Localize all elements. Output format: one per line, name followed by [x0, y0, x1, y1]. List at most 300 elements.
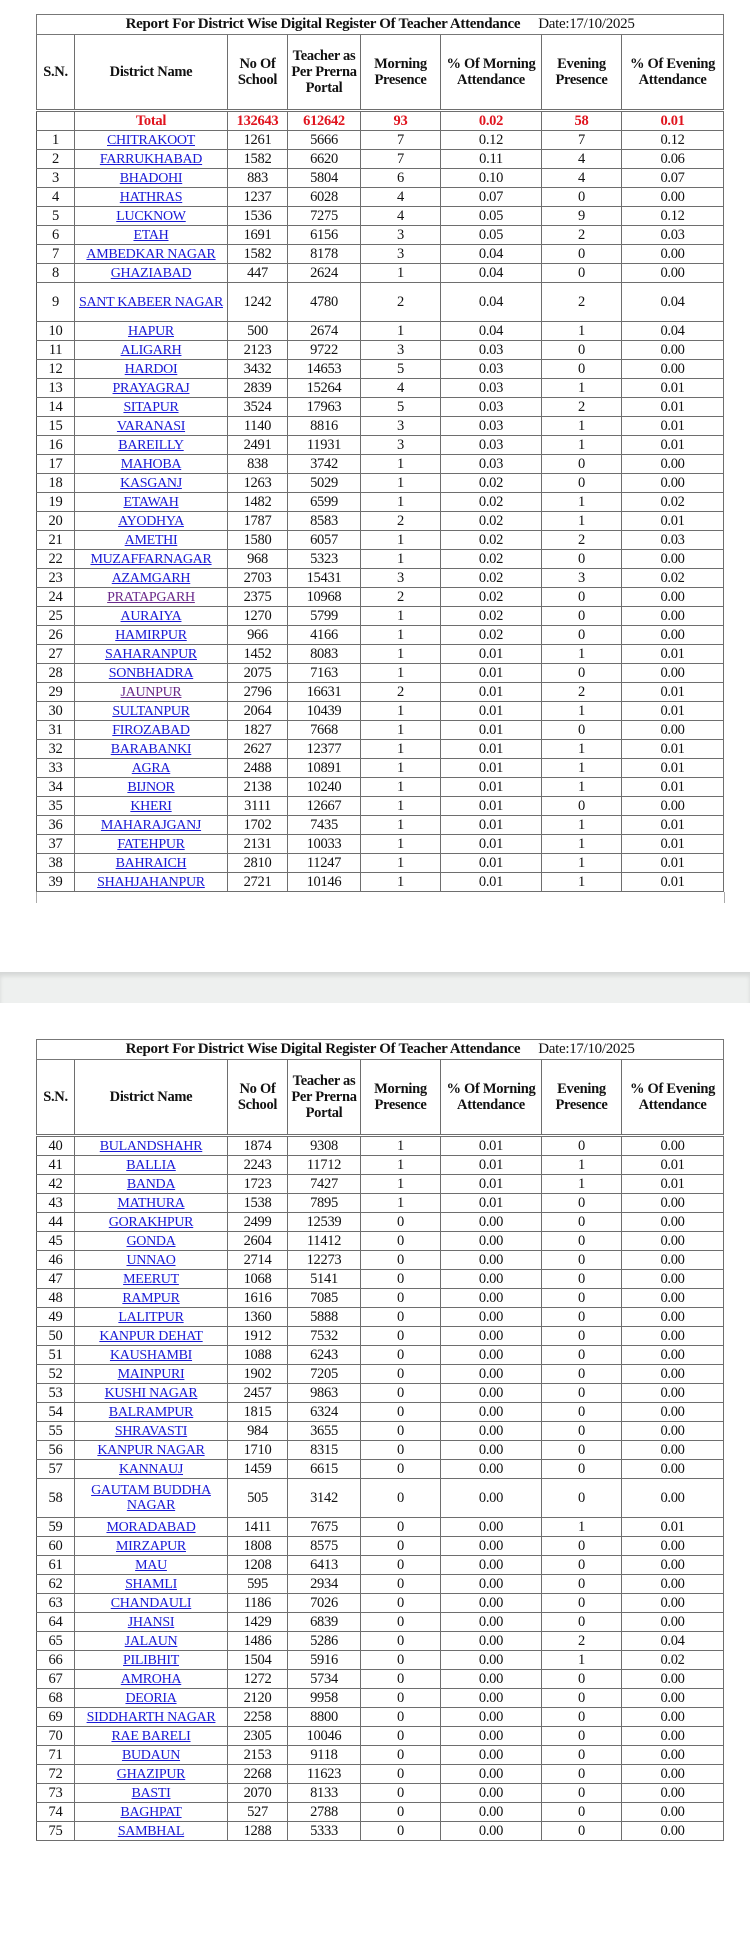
cell-morning: 1: [361, 835, 441, 854]
cell-sn: 28: [37, 664, 75, 683]
cell-evening-pct: 0.00: [622, 264, 724, 283]
cell-schools: 2153: [228, 1746, 288, 1765]
cell-teachers: 11247: [288, 854, 361, 873]
cell-morning-pct: 0.04: [441, 322, 542, 341]
cell-teachers: 10439: [288, 702, 361, 721]
cell-evening: 1: [542, 740, 622, 759]
table-tail: [36, 892, 725, 903]
cell-schools: 1808: [228, 1537, 288, 1556]
district-link[interactable]: BIJNOR: [127, 779, 175, 795]
district-link[interactable]: BULANDSHAHR: [99, 1138, 203, 1154]
cell-morning-pct: 0.00: [441, 1479, 542, 1518]
district-link[interactable]: GORAKHPUR: [108, 1214, 194, 1230]
district-link[interactable]: MORADABAD: [106, 1519, 196, 1535]
cell-sn: 53: [37, 1384, 75, 1403]
cell-evening-pct: 0.01: [622, 778, 724, 797]
district-link[interactable]: LALITPUR: [118, 1309, 184, 1325]
cell-district: [75, 797, 228, 816]
district-link[interactable]: VARANASI: [116, 418, 186, 434]
cell-morning-pct: 0.01: [441, 664, 542, 683]
cell-district: [75, 1403, 228, 1422]
cell-sn: 50: [37, 1327, 75, 1346]
cell-evening-pct: 0.00: [622, 1479, 724, 1518]
district-link[interactable]: AMROHA: [120, 1671, 182, 1687]
cell-schools: 527: [228, 1803, 288, 1822]
cell-evening: 0: [542, 1194, 622, 1213]
cell-sn: 66: [37, 1651, 75, 1670]
cell-morning: 0: [361, 1251, 441, 1270]
table-row: [37, 835, 724, 854]
col-header-evening: Evening Presence: [542, 1060, 622, 1136]
cell-teachers: 10033: [288, 835, 361, 854]
cell-schools: 1538: [228, 1194, 288, 1213]
district-link[interactable]: UNNAO: [126, 1252, 176, 1268]
cell-sn: 61: [37, 1556, 75, 1575]
district-link[interactable]: FATEHPUR: [117, 836, 185, 852]
district-link[interactable]: HARDOI: [124, 361, 178, 377]
district-link[interactable]: GHAZIABAD: [110, 265, 192, 281]
cell-district: [75, 1460, 228, 1479]
cell-district: [75, 854, 228, 873]
cell-morning: 0: [361, 1670, 441, 1689]
cell-morning-pct: 0.03: [441, 436, 542, 455]
district-link[interactable]: MAU: [135, 1557, 167, 1573]
cell-schools: 1272: [228, 1670, 288, 1689]
cell-morning: 3: [361, 436, 441, 455]
cell-district: [75, 759, 228, 778]
cell-morning: 4: [361, 188, 441, 207]
cell-evening: 0: [542, 1232, 622, 1251]
cell-teachers: 14653: [288, 360, 361, 379]
cell-morning: 0: [361, 1537, 441, 1556]
district-link[interactable]: SIDDHARTH NAGAR: [86, 1709, 216, 1725]
cell-schools: 1702: [228, 816, 288, 835]
cell-teachers: 15431: [288, 569, 361, 588]
cell-evening-pct: 0.01: [622, 835, 724, 854]
district-link[interactable]: KANPUR NAGAR: [97, 1442, 205, 1458]
cell-district: [75, 150, 228, 169]
cell-district: [75, 1708, 228, 1727]
cell-sn: 45: [37, 1232, 75, 1251]
cell-morning: 3: [361, 569, 441, 588]
cell-evening: 0: [542, 188, 622, 207]
cell-teachers: 7427: [288, 1175, 361, 1194]
cell-schools: 2305: [228, 1727, 288, 1746]
table-row: [37, 322, 724, 341]
table-row: [37, 1822, 724, 1841]
cell-district: [75, 1441, 228, 1460]
cell-morning: 1: [361, 1136, 441, 1156]
cell-evening: 0: [542, 455, 622, 474]
cell-sn: 40: [37, 1136, 75, 1156]
cell-district: [75, 569, 228, 588]
district-link[interactable]: MAHARAJGANJ: [100, 817, 202, 833]
cell-sn: 24: [37, 588, 75, 607]
cell-sn: 49: [37, 1308, 75, 1327]
cell-morning: 1: [361, 1175, 441, 1194]
cell-evening: 1: [542, 512, 622, 531]
table-row: [37, 1784, 724, 1803]
district-link[interactable]: KANNAUJ: [118, 1461, 183, 1477]
cell-schools: 595: [228, 1575, 288, 1594]
district-link[interactable]: KHERI: [130, 798, 172, 814]
cell-district: [75, 417, 228, 436]
district-link[interactable]: GONDA: [126, 1233, 176, 1249]
district-link[interactable]: HATHRAS: [119, 189, 183, 205]
cell-sn: 65: [37, 1632, 75, 1651]
district-link[interactable]: FIROZABAD: [112, 722, 190, 738]
district-link[interactable]: DEORIA: [125, 1690, 177, 1706]
cell-schools: 2138: [228, 778, 288, 797]
cell-evening: 0: [542, 1384, 622, 1403]
cell-evening: 1: [542, 816, 622, 835]
cell-schools: 2488: [228, 759, 288, 778]
district-link[interactable]: KUSHI NAGAR: [104, 1385, 198, 1401]
cell-evening: 1: [542, 645, 622, 664]
cell-evening: 0: [542, 626, 622, 645]
table-row: [37, 1613, 724, 1632]
cell-evening: 0: [542, 1270, 622, 1289]
table-row: [37, 1270, 724, 1289]
cell-morning: 0: [361, 1575, 441, 1594]
district-link[interactable]: BHADOHI: [119, 170, 183, 186]
district-link[interactable]: LUCKNOW: [116, 208, 186, 224]
cell-district: [75, 322, 228, 341]
district-link[interactable]: SHAHJAHANPUR: [97, 874, 205, 890]
district-link[interactable]: PILIBHIT: [123, 1652, 179, 1668]
table-row: [37, 683, 724, 702]
cell-evening: 0: [542, 1803, 622, 1822]
cell-morning-pct: 0.05: [441, 207, 542, 226]
cell-district: [75, 1632, 228, 1651]
cell-morning: 2: [361, 283, 441, 322]
cell-evening-pct: 0.00: [622, 550, 724, 569]
cell-teachers: 12273: [288, 1251, 361, 1270]
table-row: [37, 778, 724, 797]
cell-teachers: 9722: [288, 341, 361, 360]
cell-morning: 1: [361, 531, 441, 550]
cell-district: [75, 588, 228, 607]
district-link[interactable]: PRATAPGARH: [107, 589, 195, 605]
cell-evening-pct: 0.00: [622, 1708, 724, 1727]
cell-evening: 0: [542, 1251, 622, 1270]
cell-teachers: 9308: [288, 1136, 361, 1156]
district-link[interactable]: BANDA: [126, 1176, 176, 1192]
cell-evening: 0: [542, 1422, 622, 1441]
cell-sn: 38: [37, 854, 75, 873]
cell-sn: 51: [37, 1346, 75, 1365]
cell-evening: 0: [542, 1327, 622, 1346]
district-link[interactable]: RAMPUR: [122, 1290, 180, 1306]
cell-district: [75, 1270, 228, 1289]
table-row: [37, 1651, 724, 1670]
cell-teachers: 7205: [288, 1365, 361, 1384]
cell-district: [75, 531, 228, 550]
cell-sn: 10: [37, 322, 75, 341]
district-link[interactable]: MEERUT: [123, 1271, 179, 1287]
cell-evening: 0: [542, 664, 622, 683]
cell-evening: 0: [542, 1537, 622, 1556]
cell-morning-pct: 0.02: [441, 531, 542, 550]
district-link[interactable]: ETAWAH: [123, 494, 179, 510]
district-link[interactable]: JALAUN: [124, 1633, 178, 1649]
cell-evening-pct: 0.00: [622, 626, 724, 645]
cell-schools: 1912: [228, 1327, 288, 1346]
cell-morning: 2: [361, 512, 441, 531]
cell-evening-pct: 0.00: [622, 1270, 724, 1289]
district-link[interactable]: AYODHYA: [118, 513, 184, 529]
cell-schools: 2721: [228, 873, 288, 892]
cell-sn: 32: [37, 740, 75, 759]
table-row: [37, 1156, 724, 1175]
cell-evening-pct: 0.00: [622, 1746, 724, 1765]
cell-evening-pct: 0.01: [622, 759, 724, 778]
table-row: [37, 493, 724, 512]
cell-evening: 0: [542, 1708, 622, 1727]
cell-morning-pct: 0.01: [441, 1156, 542, 1175]
cell-evening-pct: 0.01: [622, 816, 724, 835]
cell-teachers: 6243: [288, 1346, 361, 1365]
cell-evening-pct: 0.01: [622, 683, 724, 702]
cell-sn: 34: [37, 778, 75, 797]
cell-sn: 1: [37, 131, 75, 150]
cell-sn: 9: [37, 283, 75, 322]
table-row: [37, 588, 724, 607]
cell-morning: 0: [361, 1708, 441, 1727]
district-link[interactable]: BAREILLY: [118, 437, 184, 453]
cell-morning-pct: 0.03: [441, 455, 542, 474]
cell-morning: 0: [361, 1327, 441, 1346]
district-link[interactable]: AMETHI: [124, 532, 178, 548]
cell-district: [75, 341, 228, 360]
cell-teachers: 3742: [288, 455, 361, 474]
district-link[interactable]: KASGANJ: [120, 475, 182, 491]
cell-evening: 4: [542, 150, 622, 169]
district-link[interactable]: RAE BARELI: [111, 1728, 191, 1744]
cell-evening: 1: [542, 873, 622, 892]
table-row: [37, 245, 724, 264]
col-header-teachers: Teacher as Per Prerna Portal: [288, 1060, 361, 1136]
table-row: [37, 816, 724, 835]
cell-sn: 70: [37, 1727, 75, 1746]
col-header-district: District Name: [75, 35, 228, 111]
col-header-teachers: Teacher as Per Prerna Portal: [288, 35, 361, 111]
district-link[interactable]: GAUTAM BUDDHA NAGAR: [91, 1483, 211, 1513]
cell-evening: 0: [542, 474, 622, 493]
district-link[interactable]: CHANDAULI: [110, 1595, 192, 1611]
cell-evening-pct: 0.06: [622, 150, 724, 169]
district-link[interactable]: GHAZIPUR: [116, 1766, 186, 1782]
col-header-morning: Morning Presence: [361, 35, 441, 111]
district-link[interactable]: MATHURA: [117, 1195, 185, 1211]
district-link[interactable]: BUDAUN: [121, 1747, 181, 1763]
cell-morning: 1: [361, 550, 441, 569]
district-link[interactable]: SONBHADRA: [108, 665, 194, 681]
cell-teachers: 5029: [288, 474, 361, 493]
district-link[interactable]: BASTI: [131, 1785, 171, 1801]
district-link[interactable]: HAMIRPUR: [115, 627, 187, 643]
cell-sn: 17: [37, 455, 75, 474]
cell-teachers: 11623: [288, 1765, 361, 1784]
cell-district: [75, 645, 228, 664]
cell-morning: 0: [361, 1613, 441, 1632]
cell-district: [75, 131, 228, 150]
district-link[interactable]: ALIGARH: [120, 342, 182, 358]
cell-sn: 4: [37, 188, 75, 207]
cell-evening: 1: [542, 1651, 622, 1670]
district-link[interactable]: AGRA: [131, 760, 171, 776]
district-link[interactable]: SHAMLI: [125, 1576, 177, 1592]
cell-sn: 31: [37, 721, 75, 740]
cell-morning-pct: 0.00: [441, 1251, 542, 1270]
cell-schools: 3111: [228, 797, 288, 816]
district-link[interactable]: MIRZAPUR: [116, 1538, 186, 1554]
district-link[interactable]: SITAPUR: [123, 399, 179, 415]
district-link[interactable]: HAPUR: [128, 323, 174, 339]
cell-morning: 0: [361, 1422, 441, 1441]
table-row: [37, 1708, 724, 1727]
cell-morning: 1: [361, 1156, 441, 1175]
district-link[interactable]: BAGHPAT: [120, 1804, 182, 1820]
district-link[interactable]: JHANSI: [127, 1614, 175, 1630]
column-header-row: [37, 35, 724, 111]
cell-schools: 1429: [228, 1613, 288, 1632]
cell-evening-pct: 0.00: [622, 1575, 724, 1594]
cell-evening: 1: [542, 1518, 622, 1537]
cell-evening-pct: 0.07: [622, 169, 724, 188]
cell-evening-pct: 0.00: [622, 1765, 724, 1784]
cell-district: [75, 1479, 228, 1518]
district-link[interactable]: SANT KABEER NAGAR: [79, 294, 223, 310]
table-row: [37, 607, 724, 626]
district-link[interactable]: SAMBHAL: [117, 1823, 185, 1839]
cell-district: [75, 226, 228, 245]
table-row: [37, 1289, 724, 1308]
district-link[interactable]: KAUSHAMBI: [109, 1347, 193, 1363]
cell-schools: 1261: [228, 131, 288, 150]
cell-schools: 968: [228, 550, 288, 569]
district-link[interactable]: FARRUKHABAD: [99, 151, 203, 167]
district-link[interactable]: AZAMGARH: [111, 570, 191, 586]
cell-teachers: 6028: [288, 188, 361, 207]
table-row: [37, 417, 724, 436]
cell-morning: 3: [361, 341, 441, 360]
district-link[interactable]: BALRAMPUR: [108, 1404, 194, 1420]
table-row: [37, 797, 724, 816]
table-row: [37, 1251, 724, 1270]
cell-district: [75, 1365, 228, 1384]
cell-morning-pct: 0.00: [441, 1289, 542, 1308]
table-row: [37, 1556, 724, 1575]
cell-morning-pct: 0.00: [441, 1403, 542, 1422]
cell-evening: 2: [542, 226, 622, 245]
cell-sn: 47: [37, 1270, 75, 1289]
district-link[interactable]: BALLIA: [126, 1157, 176, 1173]
district-link[interactable]: MUZAFFARNAGAR: [90, 551, 212, 567]
cell-evening: 4: [542, 169, 622, 188]
cell-district: [75, 1575, 228, 1594]
cell-morning-pct: 0.01: [441, 873, 542, 892]
cell-teachers: 4780: [288, 283, 361, 322]
district-link[interactable]: BARABANKI: [110, 741, 192, 757]
attendance-table-page-1: [36, 14, 724, 892]
district-link[interactable]: CHITRAKOOT: [107, 132, 195, 148]
district-link[interactable]: KANPUR DEHAT: [99, 1328, 203, 1344]
cell-evening: 0: [542, 1575, 622, 1594]
cell-teachers: 3655: [288, 1422, 361, 1441]
report-date: Date:17/10/2025: [538, 1041, 635, 1057]
cell-morning-pct: 0.00: [441, 1518, 542, 1537]
district-link[interactable]: SULTANPUR: [112, 703, 190, 719]
cell-morning-pct: 0.01: [441, 816, 542, 835]
cell-morning-pct: 0.00: [441, 1556, 542, 1575]
table-row: [37, 1441, 724, 1460]
cell-morning: 1: [361, 645, 441, 664]
report-title-row: [37, 1040, 724, 1060]
table-row: [37, 188, 724, 207]
table-row: [37, 1594, 724, 1613]
cell-evening-pct: 0.00: [622, 455, 724, 474]
cell-sn: 67: [37, 1670, 75, 1689]
cell-schools: 2123: [228, 341, 288, 360]
cell-morning: 1: [361, 664, 441, 683]
cell-sn: 27: [37, 645, 75, 664]
cell-evening-pct: 0.02: [622, 569, 724, 588]
cell-district: [75, 1175, 228, 1194]
cell-teachers: 7668: [288, 721, 361, 740]
district-link[interactable]: PRAYAGRAJ: [112, 380, 190, 396]
table-row: [37, 645, 724, 664]
district-link[interactable]: JAUNPUR: [120, 684, 182, 700]
district-link[interactable]: ETAH: [133, 227, 169, 243]
district-link[interactable]: AMBEDKAR NAGAR: [86, 246, 216, 262]
cell-sn: 25: [37, 607, 75, 626]
cell-schools: 500: [228, 322, 288, 341]
cell-morning: 1: [361, 322, 441, 341]
table-row: [37, 531, 724, 550]
cell-evening: 0: [542, 1594, 622, 1613]
cell-teachers: 8133: [288, 1784, 361, 1803]
cell-morning: 5: [361, 398, 441, 417]
table-row: [37, 226, 724, 245]
district-link[interactable]: MAHOBA: [120, 456, 182, 472]
cell-sn: 58: [37, 1479, 75, 1518]
cell-schools: 1186: [228, 1594, 288, 1613]
district-link[interactable]: SHRAVASTI: [114, 1423, 188, 1439]
cell-schools: 1140: [228, 417, 288, 436]
cell-district: [75, 740, 228, 759]
cell-schools: 984: [228, 1422, 288, 1441]
cell-teachers: 7532: [288, 1327, 361, 1346]
cell-evening-pct: 0.01: [622, 417, 724, 436]
district-link[interactable]: SAHARANPUR: [105, 646, 197, 662]
cell-evening: 1: [542, 436, 622, 455]
district-link[interactable]: MAINPURI: [117, 1366, 185, 1382]
cell-teachers: 9958: [288, 1689, 361, 1708]
table-row: [37, 1365, 724, 1384]
cell-district: [75, 1651, 228, 1670]
cell-schools: 838: [228, 455, 288, 474]
table-row: [37, 1308, 724, 1327]
cell-teachers: 15264: [288, 379, 361, 398]
district-link[interactable]: AURAIYA: [120, 608, 182, 624]
cell-sn: 55: [37, 1422, 75, 1441]
table-row: [37, 436, 724, 455]
district-link[interactable]: BAHRAICH: [115, 855, 187, 871]
cell-teachers: 7085: [288, 1289, 361, 1308]
cell-schools: 1874: [228, 1136, 288, 1156]
table-row: [37, 1213, 724, 1232]
